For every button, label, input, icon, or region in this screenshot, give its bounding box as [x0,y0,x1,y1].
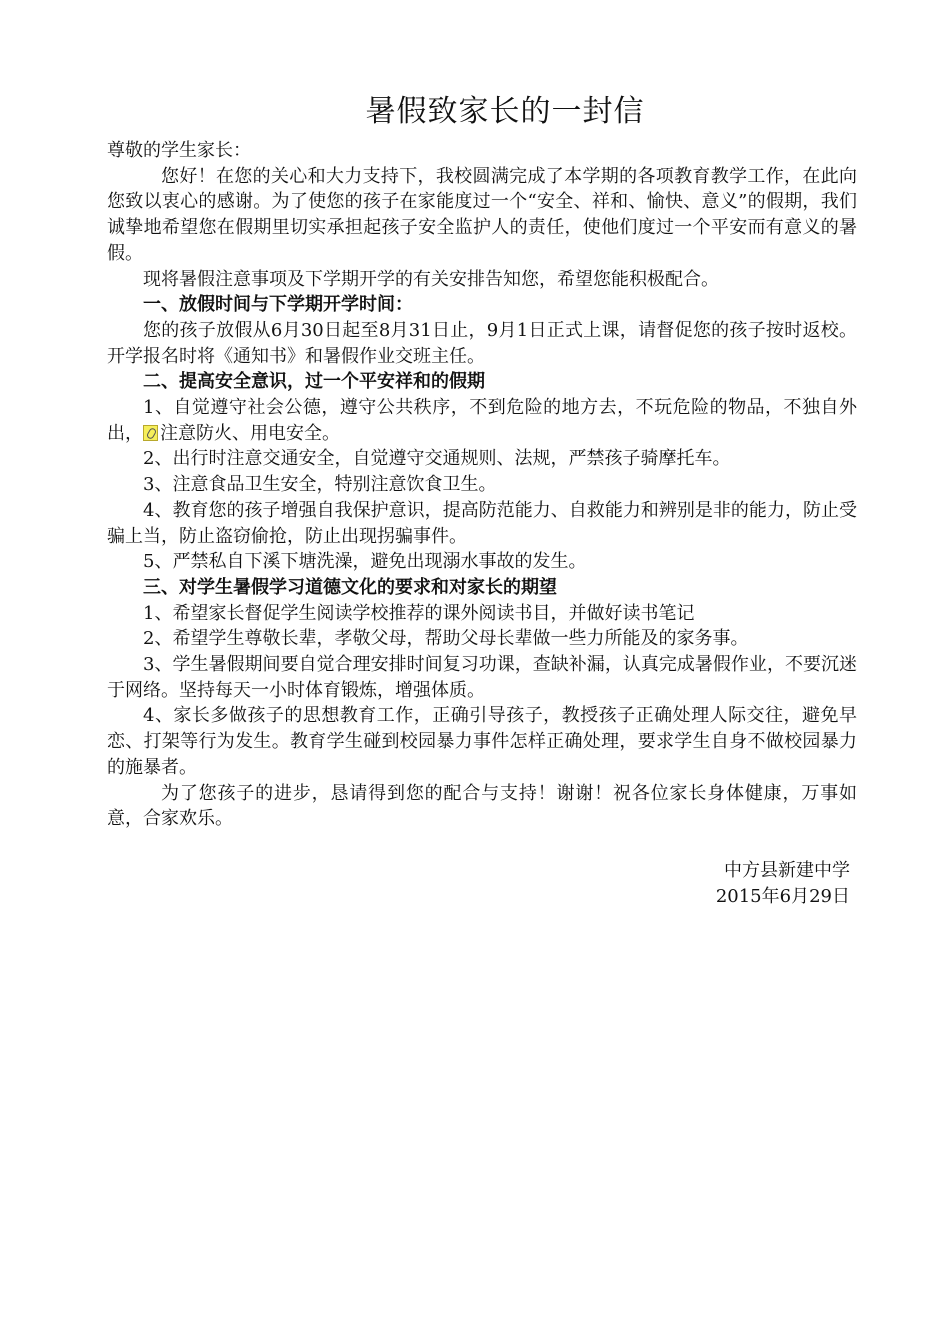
section-2-item-5: 5、严禁私自下溪下塘洗澡，避免出现溺水事故的发生。 [143,551,587,573]
salutation: 尊敬的学生家长： [107,140,251,161]
letter-date: 2015年6月29日 [715,885,850,907]
section-2-item-3: 3、注意食品卫生安全，特别注意饮食卫生。 [143,474,497,496]
section-2-heading: 二、提高安全意识，过一个平安祥和的假期 [143,371,485,393]
notice-paragraph: 现将暑假注意事项及下学期开学的有关安排告知您，希望您能积极配合。 [143,268,719,290]
section-1-text: 您的孩子放假从6月30日起至8月31日止，9月1日正式上课，请督促您的孩子按时返校。开学报名时将《通知书》和暑假作业交班主任。 [107,319,857,367]
intro-paragraph: 您好！在您的关心和大力支持下，我校圆满完成了本学期的各项教育教学工作，在此向您致以衷心的感谢。为了使您的孩子在家能度过一个“安全、祥和、愉快、意义”的假期，我们诚挚地希望您在假期里切实承担起孩子安全监护人的责任，使他们度过一个平安而有意义的暑假。 [107,165,857,264]
section-3-heading: 三、对学生暑假学习道德文化的要求和对家长的期望 [143,576,557,598]
section-2-item-4: 4、教育您的孩子增强自我保护意识，提高防范能力、自救能力和辨别是非的能力，防止受骗上当，防止盗窃偷抢，防止出现拐骗事件。 [107,499,857,547]
section-3-item-4: 4、家长多做孩子的思想教育工作，正确引导孩子，教授孩子正确处理人际交往，避免早恋、打架等行为发生。教育学生碰到校园暴力事件怎样正确处理，要求学生自身不做校园暴力的施暴者。 [107,705,857,778]
section-2-item-2: 2、出行时注意交通安全，自觉遵守交通规则、法规，严禁孩子骑摩托车。 [143,448,731,470]
signature-block [550,858,850,909]
section-2-item-1-part-a: 1、自觉遵守社会公德，遵守公共秩序，不到危险的地方去，不玩危险的物品，不独自外出， [107,397,857,444]
section-3-item-2: 2、希望学生尊敬长辈，孝敬父母，帮助父母长辈做一些力所能及的家务事。 [143,628,749,650]
section-2-item-1-part-b: 注意防火、用电安全。 [160,422,340,444]
section-2-item-1 [107,395,857,446]
school-name: 中方县新建中学 [724,860,850,881]
closing-paragraph: 为了您孩子的进步，恳请得到您的配合与支持！谢谢！祝各位家长身体健康，万事如意，合家欢乐。 [107,782,857,830]
section-3-item-1: 1、希望家长督促学生阅读学校推荐的课外阅读书目，并做好读书笔记 [143,602,695,624]
page-title: 暑假致家长的一封信 [365,94,645,129]
attachment-icon[interactable] [143,425,158,441]
section-1-heading: 一、放假时间与下学期开学时间： [143,294,413,316]
letter-body [107,138,857,832]
section-3-item-3: 3、学生暑假期间要自觉合理安排时间复习功课，查缺补漏，认真完成暑假作业，不要沉迷于网络。坚持每天一小时体育锻炼，增强体质。 [107,654,857,701]
